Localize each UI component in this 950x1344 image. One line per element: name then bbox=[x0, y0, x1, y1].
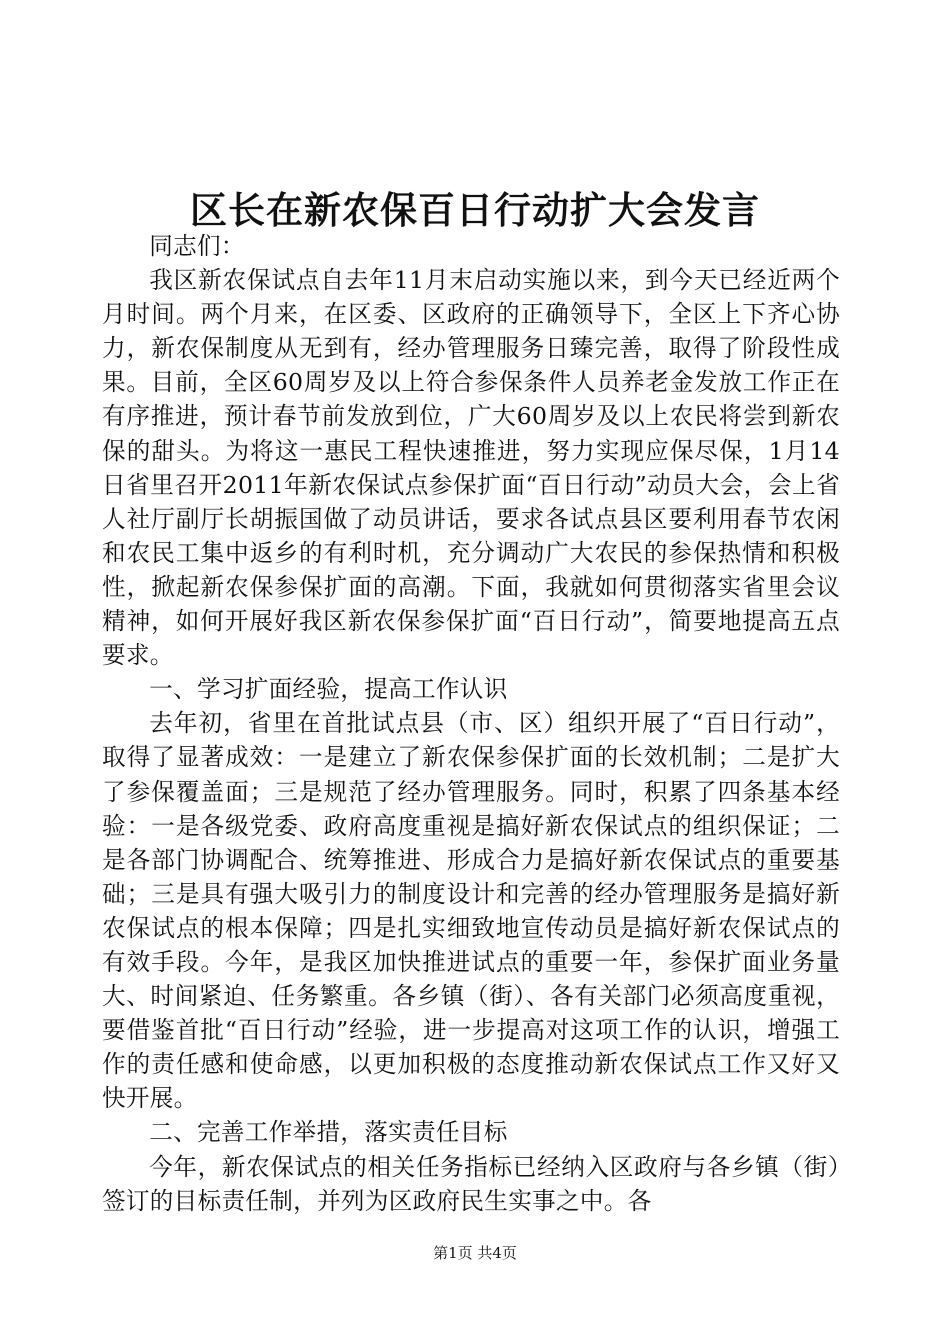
section-2-paragraph: 今年，新农保试点的相关任务指标已经纳入区政府与各乡镇（街）签订的目标责任制，并列为区政府民生实事之中。各 bbox=[102, 1152, 840, 1215]
section-heading-2: 二、完善工作举措，落实责任目标 bbox=[149, 1118, 508, 1147]
section-heading-1: 一、学习扩面经验，提高工作认识 bbox=[149, 675, 508, 704]
document-title: 区长在新农保百日行动扩大会发言 bbox=[190, 188, 760, 232]
salutation-paragraph: 同志们： bbox=[149, 232, 245, 260]
page-number-footer: 第1页 共4页 bbox=[433, 1244, 517, 1262]
document-body bbox=[102, 229, 840, 1218]
section-1-paragraph: 去年初，省里在首批试点县（市、区）组织开展了“百日行动”，取得了显著成效：一是建立了新农保参保扩面的长效机制；二是扩大了参保覆盖面；三是规范了经办管理服务。同时，积累了四条基本经验：一是各级党委、政府高度重视是搞好新农保试点的组织保证；二是各部门协调配合、统筹推进、形成合力是搞好新农保试点的重要基础；三是具有强大吸引力的制度设计和完善的经办管理服务是搞好新农保试点的根本保障；四是扎实细致地宣传动员是搞好新农保试点的有效手段。今年，是我区加快推进试点的重要一年，参保扩面业务量大、时间紧迫、任务繁重。各乡镇（街）、各有关部门必须高度重视，要借鉴首批“百日行动”经验，进一步提高对这项工作的认识，增强工作的责任感和使命感，以更加积极的态度推动新农保试点工作又好又快开展。 bbox=[102, 709, 840, 1113]
intro-paragraph: 我区新农保试点自去年11月末启动实施以来，到今天已经近两个月时间。两个月来，在区委、区政府的正确领导下，全区上下齐心协力，新农保制度从无到有，经办管理服务日臻完善，取得了阶段性成果。目前，全区60周岁及以上符合参保条件人员养老金发放工作正在有序推进，预计春节前发放到位，广大60周岁及以上农民将尝到新农保的甜头。为将这一惠民工程快速推进，努力实现应保尽保，1月14日省里召开2011年新农保试点参保扩面“百日行动”动员大会，会上省人社厅副厅长胡振国做了动员讲话，要求各试点县区要利用春节农闲和农民工集中返乡的有利时机，充分调动广大农民的参保热情和积极性，掀起新农保参保扩面的高潮。下面，我就如何贯彻落实省里会议精神，如何开展好我区新农保参保扩面“百日行动”，简要地提高五点要求。 bbox=[102, 266, 840, 670]
